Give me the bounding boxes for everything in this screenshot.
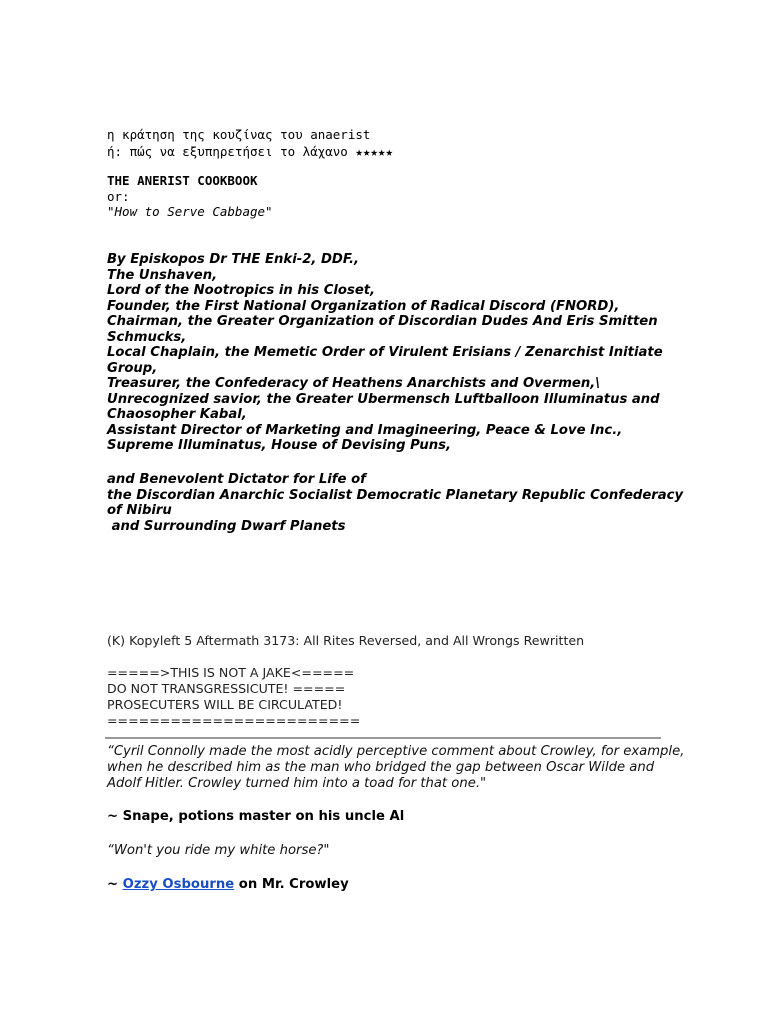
byline-line: Chairman, the Greater Organization of Discordian Dudes And Eris Smitten	[107, 314, 658, 329]
byline-line: Unrecognized savior, the Greater Ubermensch Luftballoon Illuminatus and	[107, 391, 660, 407]
byline-line: Local Chaplain, the Memetic Order of Virulent Erisians / Zenarchist Initiate	[107, 345, 663, 360]
byline-line: Group,	[107, 360, 158, 376]
dictator-line: and Surrounding Dwarf Planets	[107, 518, 346, 534]
ozzy-attribution	[107, 877, 349, 892]
quote-line: when he described him as the man who bridged the gap between Oscar Wilde and	[107, 760, 655, 775]
or-label: or:	[107, 189, 130, 204]
ozzy-osbourne-link[interactable]: Ozzy Osbourne	[122, 877, 235, 892]
greek-title-line-1: η κράτηση της κουζίνας του anaerist	[107, 127, 371, 142]
notice-line: PROSECUTERS WILL BE CIRCULATED!	[107, 697, 343, 712]
notice-line: DO NOT TRANSGRESSICUTE! =====	[107, 681, 346, 696]
byline-line: Lord of the Nootropics in his Closet,	[107, 283, 376, 298]
dictator-title	[107, 472, 684, 534]
quote-line: Adolf Hitler. Crowley turned him into a toad for that one."	[107, 776, 487, 791]
quote-line: “Cyril Connolly made the most acidly perceptive comment about Crowley, for example,	[107, 744, 685, 759]
quote-attribution: ~ Snape, potions master on his uncle Al	[107, 809, 405, 824]
attribution-suffix: on Mr. Crowley	[234, 877, 349, 892]
greek-title-line-2: ή: πώς να εξυπηρετήσει το λάχανο ★★★★★	[107, 144, 393, 159]
dictator-line: of Nibiru	[107, 503, 172, 518]
cookbook-title: THE ANERIST COOKBOOK	[107, 173, 258, 188]
byline-line: Founder, the First National Organization of Radical Discord (FNORD),	[107, 298, 620, 314]
byline-line: Schmucks,	[107, 329, 187, 345]
byline-line: Chaosopher Kabal,	[107, 407, 247, 422]
byline-line: Supreme Illuminatus, House of Devising Puns,	[107, 438, 451, 453]
cookbook-subtitle: "How to Serve Cabbage"	[107, 204, 273, 219]
notice-line: ========================	[107, 713, 361, 728]
dictator-line: the Discordian Anarchic Socialist Democratic Planetary Republic Confederacy	[107, 487, 684, 503]
notice-line: =====>THIS IS NOT A JAKE<=====	[107, 665, 355, 680]
ozzy-quote: “Won't you ride my white horse?"	[107, 843, 330, 858]
crowley-quote	[107, 744, 685, 792]
horizontal-divider	[105, 737, 661, 739]
byline-line: Assistant Director of Marketing and Imagineering, Peace & Love Inc.,	[107, 422, 623, 438]
byline-line: By Episkopos Dr THE Enki-2, DDF.,	[107, 252, 359, 267]
warning-notice	[107, 665, 667, 729]
attribution-prefix: ~	[107, 877, 123, 892]
byline-line: Treasurer, the Confederacy of Heathens Anarchists and Overmen,\	[107, 376, 601, 391]
dictator-line: and Benevolent Dictator for Life of	[107, 472, 366, 487]
kopyleft-notice: (K) Kopyleft 5 Aftermath 3173: All Rites Reversed, and All Wrongs Rewritten	[107, 633, 585, 648]
byline-line: The Unshaven,	[107, 267, 218, 283]
author-titles	[107, 252, 667, 454]
